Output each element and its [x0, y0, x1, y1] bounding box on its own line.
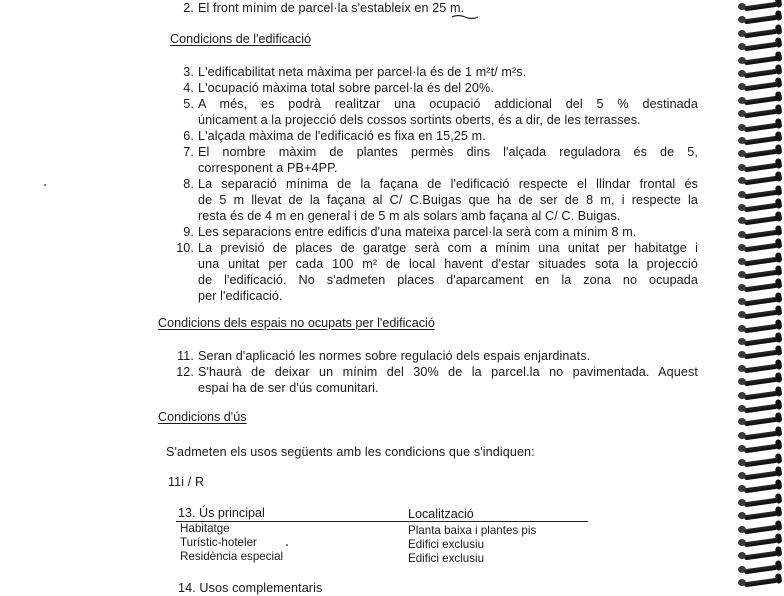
punch-hole	[738, 365, 746, 372]
spiral-coil	[744, 243, 778, 253]
spiral-coil	[744, 350, 778, 360]
spiral-coil	[744, 122, 778, 132]
item-number: 9.	[183, 225, 194, 239]
spiral-coil	[744, 82, 778, 92]
punch-hole	[738, 298, 746, 305]
punch-hole	[738, 164, 746, 171]
spiral-coil	[744, 109, 778, 119]
cut-off-item: 14. Usos complementaris	[178, 581, 323, 595]
spiral-coil	[744, 551, 778, 561]
spiral-coil	[744, 444, 778, 454]
spiral-coil	[744, 524, 778, 534]
punch-hole	[738, 338, 746, 345]
table-cell-location: Edifici exclusiu	[408, 538, 485, 551]
punch-hole	[738, 124, 746, 131]
handwritten-mark	[452, 15, 478, 19]
spiral-coil	[744, 256, 778, 266]
handwritten-note: 11i / R	[168, 475, 205, 489]
spiral-coil	[744, 323, 778, 333]
item-text: El nombre màxim de plantes permès dins l'alçada reguladora és de 5, corresponent a PB+4PP.	[198, 145, 698, 175]
spiral-coil	[744, 176, 778, 186]
spiral-coil	[744, 578, 778, 588]
table-header-use: 13. Ús principal	[178, 506, 265, 520]
punch-hole	[738, 392, 746, 399]
punch-hole	[738, 472, 746, 479]
item-number: 12.	[176, 365, 194, 379]
punch-hole	[738, 137, 746, 144]
punch-hole	[738, 204, 746, 211]
punch-hole	[738, 231, 746, 238]
spiral-coil	[744, 377, 778, 387]
spiral-coil	[744, 42, 778, 52]
spiral-coil	[744, 216, 778, 226]
item-number: 11.	[177, 349, 194, 363]
spiral-coil	[744, 189, 778, 199]
spiral-coil	[744, 55, 778, 65]
table-header-rule	[176, 521, 588, 522]
spiral-coil	[744, 69, 778, 79]
punch-hole	[738, 566, 746, 573]
punch-hole	[738, 325, 746, 332]
spiral-coil	[744, 15, 778, 25]
punch-hole	[738, 271, 746, 278]
item-number: 7.	[183, 145, 194, 159]
punch-hole	[738, 30, 746, 37]
speck	[286, 544, 288, 546]
punch-hole	[738, 526, 746, 533]
punch-hole	[738, 539, 746, 546]
spiral-coil	[744, 417, 778, 427]
item-text: Seran d'aplicació les normes sobre regulació dels espais enjardinats.	[198, 349, 591, 363]
item-text: L'edificabilitat neta màxima per parcel·la és de 1 m²t/ m²s.	[198, 65, 527, 79]
section-heading: Condicions de l'edificació	[170, 32, 312, 46]
item-text: A més, es podrà realitzar una ocupació addicional del 5 % destinada únicament a la projecció dels cossos sortints oberts, és a dir, de les terrasses.	[198, 97, 698, 127]
table-cell-use: Habitatge	[180, 522, 230, 535]
table-cell-location: Planta baixa i plantes pis	[408, 524, 537, 537]
spiral-coil	[744, 404, 778, 414]
punch-hole	[738, 499, 746, 506]
spiral-coil	[744, 511, 778, 521]
item-number: 6.	[183, 129, 194, 143]
punch-hole	[738, 57, 746, 64]
spiral-coil	[744, 229, 778, 239]
spiral-coil	[744, 2, 778, 12]
punch-hole	[738, 3, 746, 10]
item-number: 3.	[183, 65, 194, 79]
item-text: Les separacions entre edificis d'una mateixa parcel·la serà com a mínim 8 m.	[198, 225, 637, 239]
spiral-coil	[744, 28, 778, 38]
item-number: 8.	[183, 177, 194, 191]
item-text: S'haurà de deixar un mínim del 30% de la parcel.la no pavimentada. Aquest espai ha de ser d'ús comunitari.	[198, 365, 698, 395]
table-cell-use: Residència especial	[180, 550, 284, 563]
item-text: L'alçada màxima de l'edificació es fixa en 15,25 m.	[198, 129, 486, 143]
spiral-coil	[744, 149, 778, 159]
item-text: La separació mínima de la façana de l'edificació respecte el llindar frontal és de 5 m llevat de la façana al C/ C.Buigas que ha de ser de 8 m, i respecte la resta és de 4 m en general i de 5 m als solars amb façana al C/ C. Buigas.	[198, 177, 698, 223]
spiral-coil	[744, 203, 778, 213]
spiral-coil	[744, 310, 778, 320]
section-heading: Condicions d'ús	[158, 410, 247, 424]
spiral-coil	[744, 95, 778, 105]
spiral-coil	[744, 283, 778, 293]
punch-hole	[738, 258, 746, 265]
table-cell-use: Turístic-hoteler	[180, 536, 257, 549]
spiral-coil	[744, 296, 778, 306]
item-text: El front mínim de parcel·la s'estableix en 25 m.	[198, 1, 465, 15]
spiral-coil	[744, 136, 778, 146]
item-text: La previsió de places de garatge serà com a mínim una unitat per habitatge i una unitat per cada 100 m² de local havent d'estar situades sota la projecció de l'edificació. No s'admeten places d'aparcament en la zona no ocupada per l'edificació.	[198, 241, 698, 303]
punch-hole	[738, 405, 746, 412]
punch-hole	[738, 191, 746, 198]
spiral-coil	[744, 497, 778, 507]
spiral-coil	[744, 430, 778, 440]
punch-hole	[738, 432, 746, 439]
section-intro: S'admeten els usos següents amb les condicions que s'indiquen:	[166, 445, 535, 459]
spiral-coil	[744, 538, 778, 548]
item-text: L'ocupació màxima total sobre parcel·la és del 20%.	[198, 81, 494, 95]
item-number: 5.	[183, 97, 194, 111]
spiral-coil	[744, 564, 778, 574]
spiral-binding	[732, 0, 784, 588]
speck	[44, 184, 46, 186]
item-number: 4.	[183, 81, 194, 95]
item-number: 2.	[183, 1, 194, 15]
punch-hole	[738, 97, 746, 104]
spiral-coil	[744, 270, 778, 280]
spiral-coil	[744, 162, 778, 172]
spiral-coil	[744, 337, 778, 347]
spiral-coil	[744, 363, 778, 373]
spiral-coil	[744, 390, 778, 400]
punch-hole	[738, 70, 746, 77]
spiral-coil	[744, 457, 778, 467]
item-number: 10.	[176, 241, 194, 255]
table-header-location: Localització	[408, 507, 474, 521]
section-heading: Condicions dels espais no ocupats per l'edificació	[158, 316, 435, 330]
punch-hole	[738, 459, 746, 466]
table-cell-location: Edifici exclusiu	[408, 552, 485, 565]
spiral-coil	[744, 484, 778, 494]
spiral-coil	[744, 471, 778, 481]
